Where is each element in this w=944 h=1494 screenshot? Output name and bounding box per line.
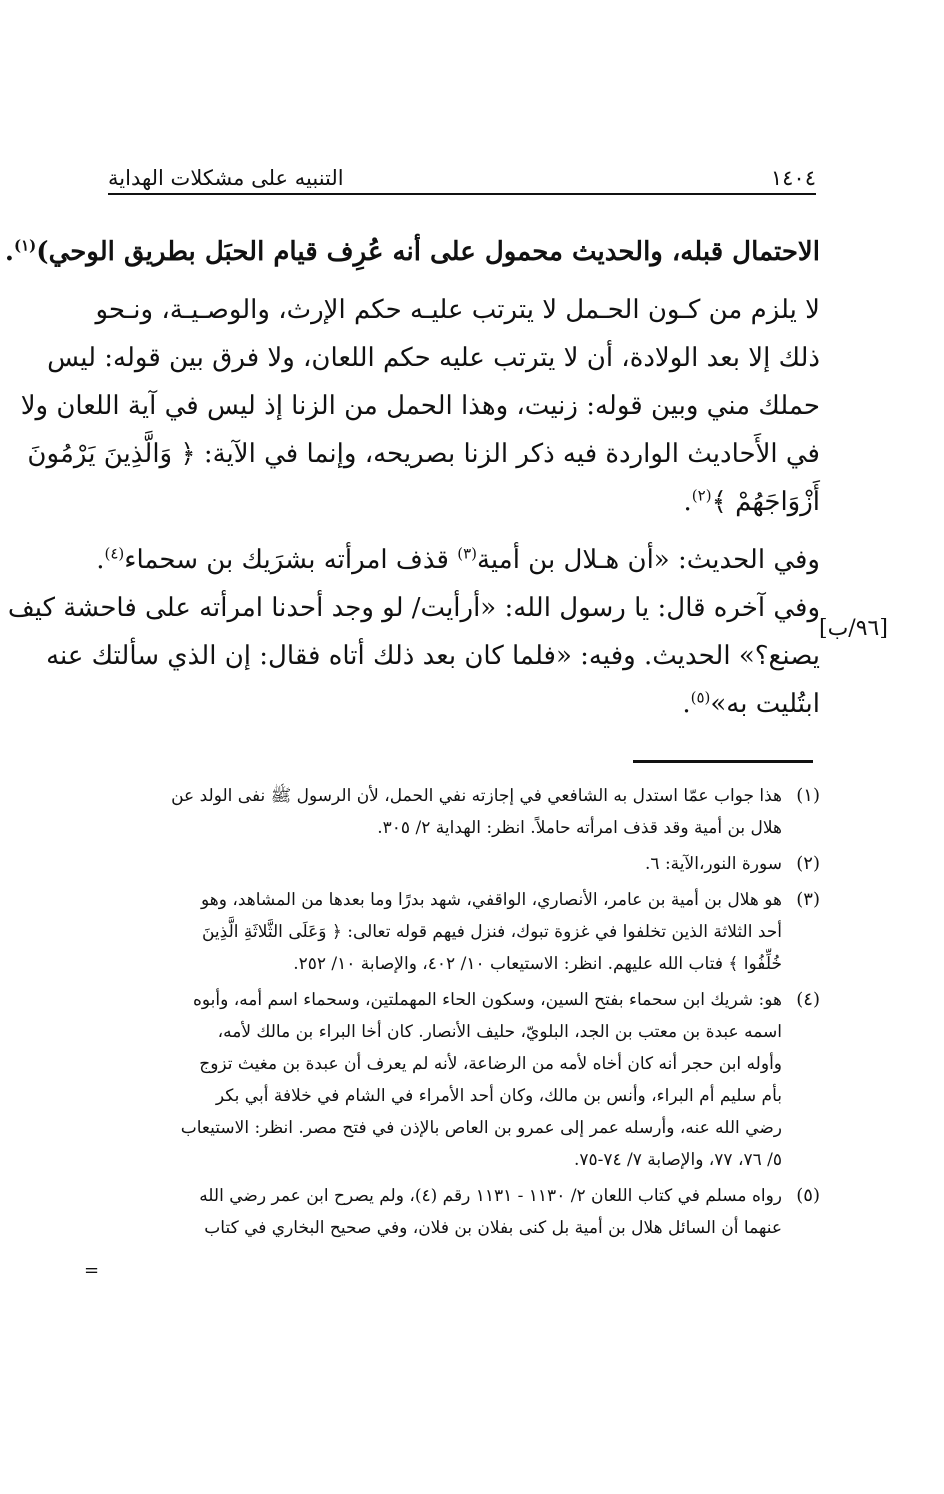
footnote-line: هو هلال بن أمية بن عامر، الأنصاري، الواقفي، شهد بدرًا وما بعدها من المشاهد، وهو	[201, 890, 782, 910]
text-run: .	[682, 689, 691, 719]
footnote-1	[100, 780, 820, 844]
footnote-line: هو: شريك ابن سحماء بفتح السين، وسكون الحاء المهملتين، وسحماء اسم أمه، وأبوه	[192, 990, 782, 1010]
paragraph-3-line	[96, 536, 820, 584]
footnote-ref: (٢)	[691, 486, 712, 505]
footnote-number: (٣)	[796, 889, 820, 910]
running-title: التنبيه على مشكلات الهداية	[108, 166, 344, 190]
text-run: الاحتمال قبله، والحديث محمول على أنه عُرِف قيام الحبَل بطريق الوحي)	[36, 237, 820, 267]
footnote-number: (٤)	[796, 989, 820, 1010]
footnote-number: (٢)	[796, 853, 820, 874]
page-header	[108, 150, 816, 190]
footnote-3	[100, 884, 820, 980]
footnotes	[100, 780, 820, 1248]
footnote-ref: (٥)	[690, 688, 711, 707]
manuscript-folio-note: [٩٦/ب]	[819, 616, 888, 641]
paragraph-1-line	[4, 228, 820, 276]
footnote-line: عنهما أن السائل هلال بن أمية بل كنى بفلان بن فلان، وفي صحيح البخاري في كتاب	[204, 1218, 782, 1238]
footnote-line: هذا جواب عمّا استدل به الشافعي في إجازته نفي الحمل، لأن الرسول ﷺ نفى الولد عن	[171, 786, 782, 806]
paragraph-2-line: ذلك إلا بعد الولادة، أن لا يترتب عليه حكم اللعان، ولا فرق بين قوله: ليس	[47, 343, 820, 373]
footnote-ref: (٤)	[104, 544, 125, 563]
paragraph-3-line	[108, 680, 820, 728]
paragraph-2-line: في الأَحاديث الواردة فيه ذكر الزنا بصريحه، وإنما في الآية: ﴿ وَالَّذِينَ يَرْمُونَ	[27, 439, 820, 469]
paragraph-3-line: وفي آخره قال: يا رسول الله: «أرأيت/ لو وجد أحدنا امرأته على فاحشة كيف	[7, 593, 820, 623]
paragraph-2-line: لا يلزم من كـون الحـمل لا يترتب عليـه حكم الإرث، والوصـيـة، ونـحو	[95, 295, 820, 325]
footnote-2	[100, 848, 820, 880]
footnote-line: رضي الله عنه، وأرسله عمر إلى عمرو بن العاص بالإذن في فتح مصر. انظر: الاستيعاب	[180, 1118, 782, 1138]
text-run: وفي الحديث: «أن هـلال بن أمية	[476, 545, 820, 575]
footnote-line: أحد الثلاثة الذين تخلفوا في غزوة تبوك، فنزل فيهم قوله تعالى: ﴿ وَعَلَى الثَّلاثَةِ الَّذِينَ	[201, 922, 782, 942]
main-text	[4, 228, 820, 728]
header-rule	[108, 193, 816, 195]
text-run: .	[4, 237, 14, 267]
continuation-mark: =	[84, 1260, 100, 1281]
paragraph-2-line: حملك مني وبين قوله: زنيت، وهذا الحمل من الزنا إذ ليس في آية اللعان ولا	[20, 391, 820, 421]
footnote-line: ٥/ ٧٦، ٧٧، والإصابة ٧/ ٧٤-٧٥.	[573, 1150, 782, 1170]
footnote-line: هلال بن أمية وقد قذف امرأته حاملاً. انظر: الهداية ٢/ ٣٠٥.	[377, 818, 782, 838]
text-run: قذف امرأته بشرَيك بن سحماء	[124, 545, 458, 575]
footnote-5	[100, 1180, 820, 1244]
footnote-ref: (٣)	[457, 544, 477, 563]
footnote-line: رواه مسلم في كتاب اللعان ٢/ ١١٣٠ - ١١٣١ رقم (٤)، ولم يصرح ابن عمر رضي الله	[199, 1186, 782, 1206]
text-run: ابتُليت به»	[710, 689, 820, 719]
footnote-line: وأوله ابن حجر أنه كان أخاه لأمه من الرضاعة، لأنه لم يعرف أن عبدة بن مغيث تزوج	[199, 1054, 782, 1074]
footnote-line: خُلِّفُوا ﴾ فتاب الله عليهم. انظر: الاستيعاب ١٠/ ٤٠٢، والإصابة ١٠/ ٢٥٢.	[293, 954, 782, 974]
footnote-line: بأم سليم أم البراء، وأنس بن مالك، وكان أحد الأمراء في الشام في خلافة أبي بكر	[215, 1086, 782, 1106]
paragraph-2-line	[108, 478, 820, 526]
footnote-line: سورة النور،الآية: ٦.	[645, 854, 782, 874]
text-run: .	[96, 545, 105, 575]
page-number: ١٤٠٤	[770, 166, 816, 190]
footnote-number: (٥)	[796, 1185, 820, 1206]
quran-quote: أَزْوَاجَهُمْ ﴾	[711, 487, 820, 517]
footnote-line: اسمه عبدة بن معتب بن الجد، البلويّ، حليف الأنصار. كان أخا البراء بن مالك لأمه،	[217, 1022, 782, 1042]
footnote-ref: (١)	[13, 236, 37, 255]
footnote-4	[100, 984, 820, 1176]
paragraph-3-line: يصنع؟» الحديث. وفيه: «فلما كان بعد ذلك أتاه فقال: إن الذي سألتك عنه	[46, 641, 820, 671]
footnote-number: (١)	[796, 785, 820, 806]
footnote-separator	[633, 760, 813, 763]
text-run: .	[683, 487, 692, 517]
